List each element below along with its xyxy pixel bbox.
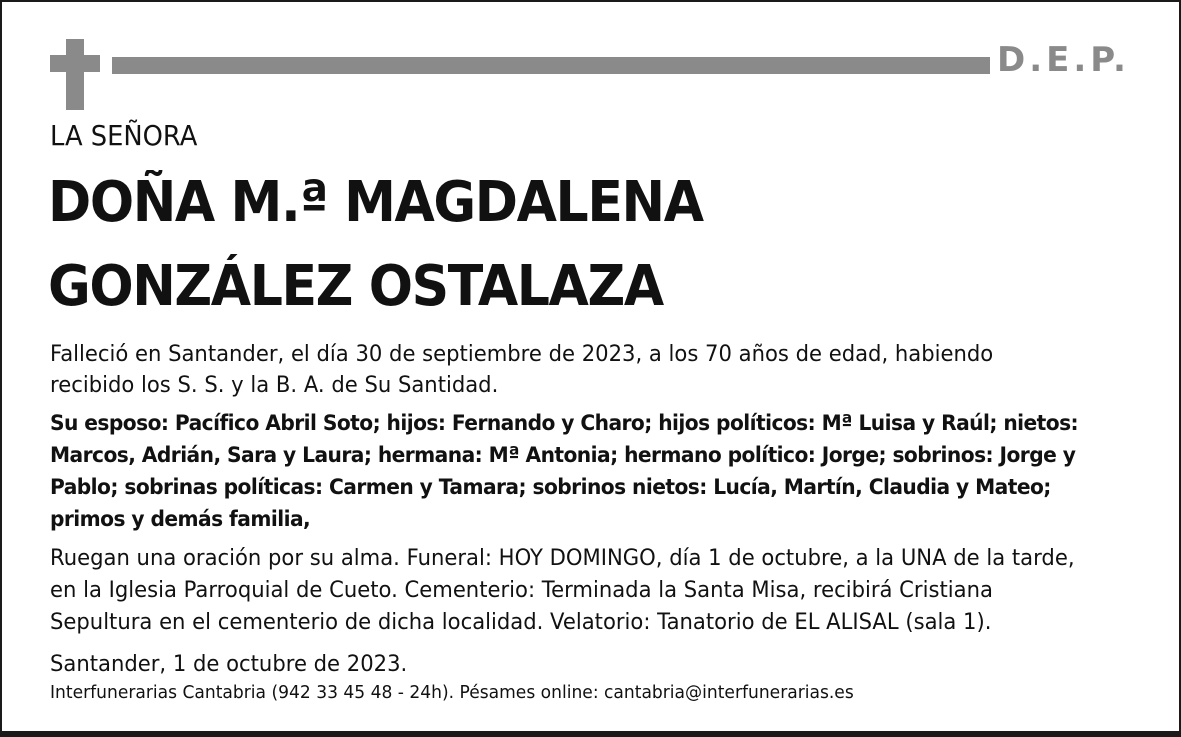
death-notice-line: recibido los S. S. y la B. A. de Su Santidad. [50, 373, 499, 398]
family-line: Su esposo: Pacífico Abril Soto; hijos: Fernando y Charo; hijos políticos: Mª Luisa y Raúl; nietos: [50, 411, 1079, 436]
funeral-line: Ruegan una oración por su alma. Funeral: HOY DOMINGO, día 1 de octubre, a la UNA de la tarde, [50, 546, 1075, 571]
cross-vertical-bar [66, 39, 84, 110]
dep-label: D.E.P. [997, 40, 1130, 80]
funeral-line: Sepultura en el cementerio de dicha localidad. Velatorio: Tanatorio de EL ALISAL (sala 1). [50, 610, 992, 635]
deceased-name-line-1: DOÑA M.ª MAGDALENA [48, 170, 703, 235]
header-rule [112, 57, 990, 74]
family-line: primos y demás familia, [50, 507, 311, 532]
death-notice-line: Falleció en Santander, el día 30 de septiembre de 2023, a los 70 años de edad, habiendo [50, 342, 994, 367]
cross-horizontal-bar [50, 55, 100, 72]
family-line: Pablo; sobrinas políticas: Carmen y Tamara; sobrinos nietos: Lucía, Martín, Claudia y Mateo; [50, 475, 1051, 500]
deceased-name-line-2: GONZÁLEZ OSTALAZA [48, 254, 663, 319]
place-date: Santander, 1 de octubre de 2023. [50, 652, 408, 677]
funeral-line: en la Iglesia Parroquial de Cueto. Cementerio: Terminada la Santa Misa, recibirá Cristiana [50, 578, 993, 603]
family-line: Marcos, Adrián, Sara y Laura; hermana: Mª Antonia; hermano político: Jorge; sobrinos: Jorge y [50, 443, 1076, 468]
funeral-home-contact: Interfunerarias Cantabria (942 33 45 48 - 24h). Pésames online: cantabria@interfunerarias.es [50, 682, 854, 703]
honorific: LA SEÑORA [50, 119, 198, 152]
